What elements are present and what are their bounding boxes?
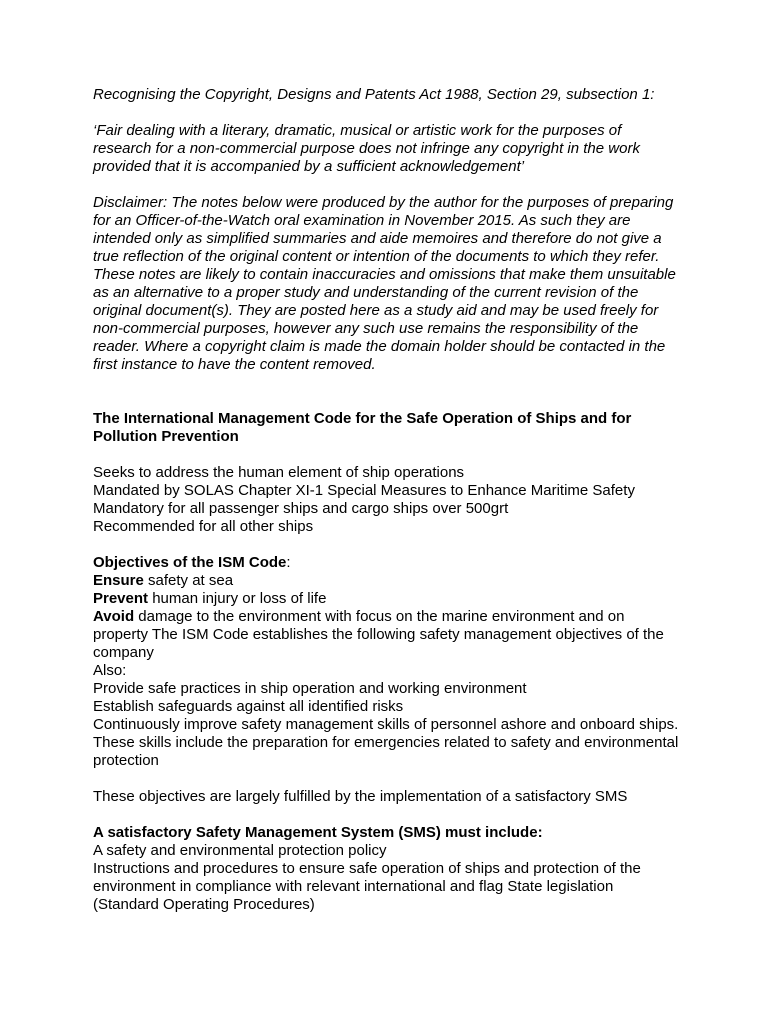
disclaimer-paragraph: Disclaimer: The notes below were produced by the author for the purposes of preparing for an Officer-of-the-Watch oral examination in November 2015. As such they are intended only as simplified summaries and aide memoires and therefore do not give a true reflection of the original content or intention of the documents to which they refer. These notes are likely to contain inaccuracies and omissions that make them unsuitable as an alternative to a proper study and understanding of the current revision of the original document(s). They are posted here as a study aid and may be used freely for non-commercial purposes, however any such use remains the responsibility of the reader. Where a copyright claim is made the domain holder should be contacted in the first instance to have the content removed. <box>93 194 676 373</box>
also-item: Establish safeguards against all identified risks <box>93 698 404 715</box>
objective-label: Avoid <box>93 608 135 625</box>
fair-dealing-quote: ‘Fair dealing with a literary, dramatic, musical or artistic work for the purposes of research for a non-commercial purpose does not infringe any copyright in the work provided that it is accompanied by a sufficient acknowledgement’ <box>93 122 640 175</box>
objective-label: Ensure <box>93 572 144 589</box>
objectives-heading-text: Objectives of the ISM Code <box>93 554 287 571</box>
objectives-summary: These objectives are largely fulfilled by the implementation of a satisfactory SMS <box>93 788 628 805</box>
code-line: Recommended for all other ships <box>93 518 314 535</box>
also-item: Provide safe practices in ship operation and working environment <box>93 680 527 697</box>
code-line: Mandatory for all passenger ships and cargo ships over 500grt <box>93 500 509 517</box>
code-summary-lines <box>93 464 683 536</box>
sms-item: A safety and environmental protection policy <box>93 842 387 859</box>
objectives-heading-colon: : <box>286 554 291 571</box>
objectives-section <box>93 554 683 770</box>
document-page <box>93 86 683 914</box>
code-line: Seeks to address the human element of ship operations <box>93 464 465 481</box>
objectives-heading <box>93 554 683 572</box>
objective-prevent <box>93 590 683 608</box>
objective-text: damage to the environment with focus on the marine environment and on property The ISM Code establishes the following safety management objectives of the company <box>93 608 664 661</box>
sms-heading: A satisfactory Safety Management System (SMS) must include: <box>93 824 543 841</box>
objective-ensure <box>93 572 683 590</box>
objective-text: human injury or loss of life <box>148 590 327 607</box>
also-item: Continuously improve safety management skills of personnel ashore and onboard ships. These skills include the preparation for emergencies related to safety and environmental protection <box>93 716 679 769</box>
code-line: Mandated by SOLAS Chapter XI-1 Special Measures to Enhance Maritime Safety <box>93 482 635 499</box>
objective-label: Prevent <box>93 590 149 607</box>
objective-avoid <box>93 608 683 662</box>
copyright-line: Recognising the Copyright, Designs and Patents Act 1988, Section 29, subsection 1: <box>93 86 655 103</box>
code-title: The International Management Code for the Safe Operation of Ships and for Pollution Prevention <box>93 410 632 445</box>
objective-text: safety at sea <box>143 572 234 589</box>
also-label: Also: <box>93 662 127 679</box>
sms-item: Instructions and procedures to ensure safe operation of ships and protection of the environment in compliance with relevant international and flag State legislation (Standard Operating Procedures) <box>93 860 641 913</box>
sms-section <box>93 824 683 914</box>
